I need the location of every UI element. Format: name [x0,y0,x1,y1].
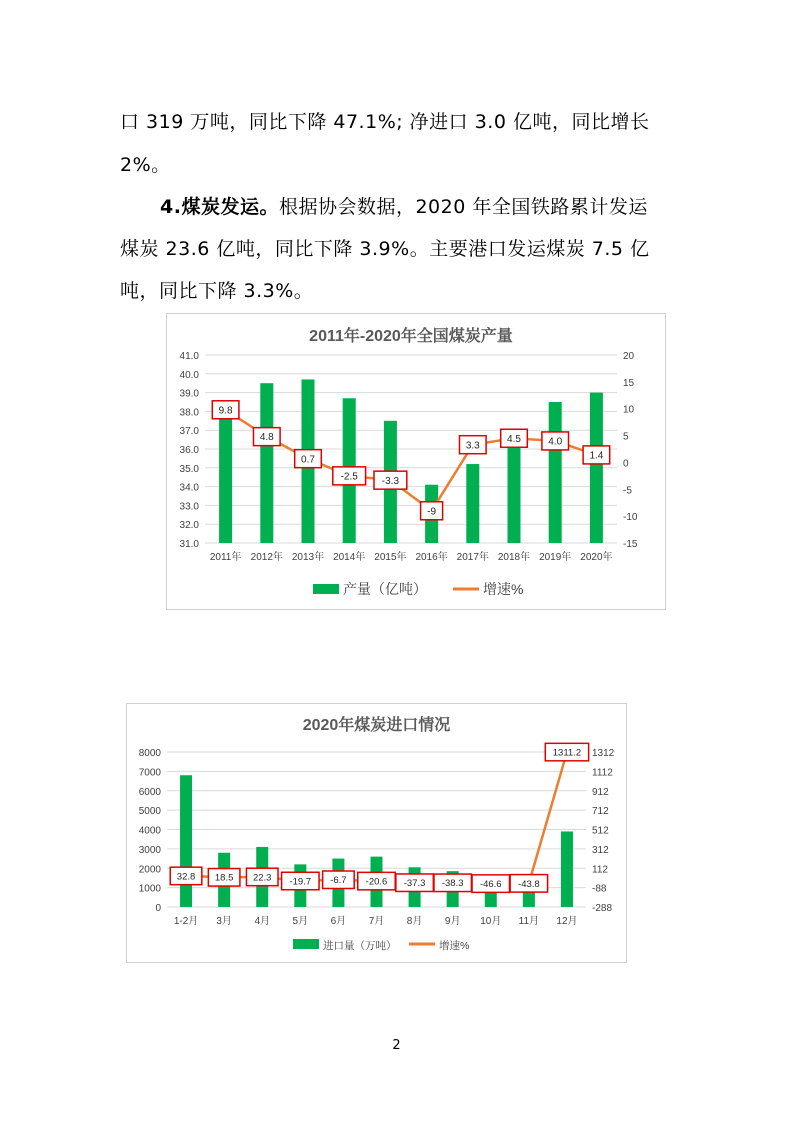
import-y2-tick-label: 1112 [592,767,613,779]
import-legend-bar-label: 进口量（万吨） [323,940,397,952]
production-y-tick-label: 41.0 [179,351,199,362]
import-data-label: 32.8 [176,871,196,883]
import-x-tick-label: 1-2月 [173,916,199,927]
production-title: 2011年-2020年全国煤炭产量 [309,328,513,345]
import-y2-tick-label: 112 [592,864,608,876]
import-title: 2020年煤炭进口情况 [302,717,451,734]
production-y2-tick-label: 0 [623,458,629,470]
production-data-label: 4.5 [507,433,521,445]
production-y-tick-label: 37.0 [179,426,199,438]
import-y-tick-label: 2000 [138,864,161,876]
text-line-4: 煤炭 23.6 亿吨，同比下降 3.9%。主要港口发运煤炭 7.5 亿 [120,238,650,260]
import-data-label: -6.7 [330,875,347,887]
production-y-tick-label: 39.0 [179,388,199,400]
import-y2-tick-label: 312 [592,844,609,856]
import-x-tick-label: 9月 [444,916,461,927]
import-x-tick-label: 11月 [518,916,540,927]
import-y-tick-label: 1000 [138,883,161,895]
production-y2-tick-label: 15 [623,377,635,389]
production-bar [260,383,273,543]
import-x-tick-label: 8月 [406,916,423,927]
import-y-tick-label: 5000 [138,806,161,818]
import-data-label: 1311.2 [552,747,582,759]
production-y-tick-label: 38.0 [179,407,199,419]
production-y-tick-label: 40.0 [179,369,199,381]
import-legend-bar-swatch [293,939,319,949]
production-chart [166,313,666,610]
production-y-tick-label: 36.0 [179,445,199,456]
import-y2-tick-label: -288 [592,903,613,914]
import-data-label: 22.3 [252,872,272,884]
production-x-tick-label: 2018年 [497,552,531,563]
production-bar [590,393,603,543]
import-y2-tick-label: 912 [592,786,609,798]
import-y-tick-label: 6000 [138,786,161,798]
import-legend-line-label: 增速% [439,940,470,952]
import-data-label: -19.7 [289,876,312,888]
import-y-tick-label: 0 [155,903,161,914]
import-y2-tick-label: 1312 [592,748,615,759]
import-x-tick-label: 5月 [292,916,309,927]
import-y-tick-label: 7000 [138,767,161,779]
production-data-label: 1.4 [589,450,604,462]
text-line-5: 吨，同比下降 3.3%。 [120,280,314,302]
import-y-tick-label: 8000 [138,748,161,759]
production-y-tick-label: 33.0 [179,501,199,513]
production-data-label: -9 [427,506,437,518]
import-chart-svg [127,704,626,962]
import-y-tick-label: 4000 [138,825,161,837]
import-data-label: -20.6 [365,876,388,888]
production-chart-svg [167,314,665,609]
production-bar [466,464,479,543]
production-data-label: 3.3 [465,440,480,452]
import-x-tick-label: 3月 [216,916,232,927]
import-data-label: -37.3 [403,878,426,890]
import-data-label: -46.6 [479,879,502,891]
text-line-3 [160,192,648,219]
import-y-tick-label: 3000 [138,844,161,856]
text-line-1: 口 319 万吨，同比下降 47.1%; 净进口 3.0 亿吨，同比增长 [120,111,650,133]
text-line-2: 2%。 [120,154,171,176]
production-legend-bar-swatch [313,584,339,594]
production-x-tick-label: 2016年 [415,552,448,563]
production-legend-line-label: 增速% [483,581,524,597]
import-chart [126,703,627,963]
import-x-tick-label: 10月 [480,916,502,927]
production-y2-tick-label: -5 [623,485,632,497]
production-bar [508,434,521,543]
production-x-tick-label: 2015年 [374,552,407,563]
production-x-tick-label: 2013年 [291,552,325,563]
import-y2-tick-label: -88 [592,883,607,895]
production-x-tick-label: 2012年 [250,552,283,563]
production-y2-tick-label: 5 [623,431,629,443]
production-growth-line [226,410,597,511]
production-y-tick-label: 35.0 [179,463,199,475]
production-bar [549,402,562,543]
import-data-label: 18.5 [214,872,234,884]
production-x-tick-label: 2019年 [539,552,572,563]
production-y2-tick-label: 10 [623,404,635,416]
production-y-tick-label: 31.0 [179,539,199,550]
production-x-tick-label: 2011年 [209,552,242,563]
production-data-label: -2.5 [340,471,358,483]
import-x-tick-label: 4月 [254,916,271,927]
production-legend-bar-label: 产量（亿吨） [343,581,427,597]
production-data-label: -3.3 [381,475,400,487]
page-number: 2 [392,1038,401,1053]
import-x-tick-label: 6月 [330,916,347,927]
production-y2-tick-label: -10 [623,512,638,524]
section-heading: 4.煤炭发运。 [160,196,279,218]
import-y2-tick-label: 512 [592,825,609,837]
import-bar [561,831,573,907]
production-y-tick-label: 34.0 [179,482,199,494]
import-x-tick-label: 12月 [556,916,578,927]
import-y2-tick-label: 712 [592,806,609,818]
import-bar [180,775,192,907]
production-bar [219,419,232,543]
production-data-label: 0.7 [301,454,315,466]
production-data-label: 9.8 [218,405,233,417]
production-x-tick-label: 2014年 [333,552,366,563]
production-y2-tick-label: -15 [623,539,638,550]
production-x-tick-label: 2017年 [456,552,489,563]
production-y-tick-label: 32.0 [179,520,199,532]
import-x-tick-label: 7月 [368,916,385,927]
import-data-label: -38.3 [441,878,464,890]
production-data-label: 4.0 [548,436,563,448]
import-data-label: -43.8 [518,878,540,890]
production-data-label: 4.8 [259,432,274,444]
section-text: 根据协会数据，2020 年全国铁路累计发运 [278,196,648,218]
production-y2-tick-label: 20 [623,351,635,362]
production-x-tick-label: 2020年 [580,552,613,563]
